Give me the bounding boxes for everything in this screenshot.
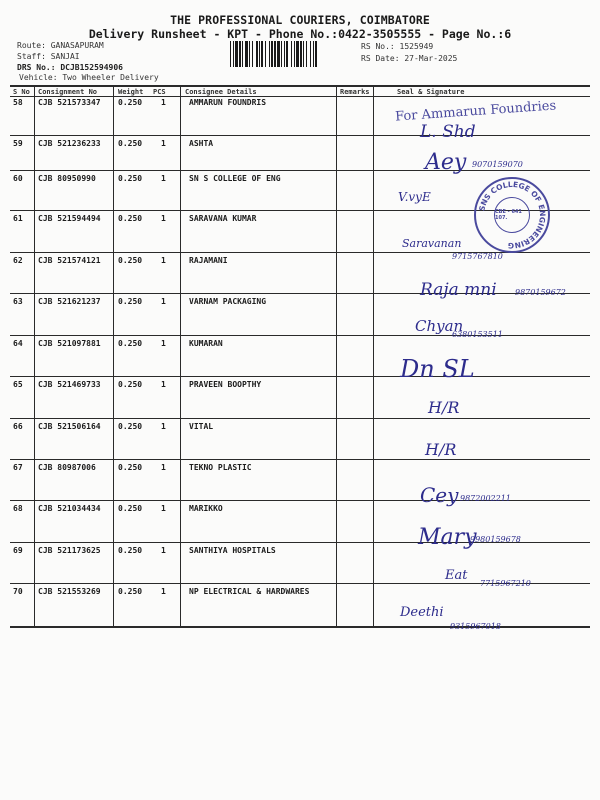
row-consignment: CJB 80950990	[38, 174, 96, 183]
row-consignee: MARIKKO	[189, 504, 223, 513]
row-consignee: SARAVANA KUMAR	[189, 214, 257, 223]
row-sno: 58	[13, 98, 23, 107]
row-pcs: 1	[161, 546, 166, 555]
row-weight: 0.250	[118, 214, 143, 223]
row-sno: 59	[13, 139, 23, 148]
header-signature: Seal & Signature	[397, 88, 465, 96]
row-consignee: VARNAM PACKAGING	[189, 297, 267, 306]
handwritten-phone: 9870159672	[515, 288, 566, 297]
vehicle-label: Vehicle: Two Wheeler Delivery	[19, 73, 159, 82]
row-sno: 65	[13, 380, 23, 389]
handwritten-signature: Dn SL	[400, 355, 475, 383]
row-weight: 0.250	[118, 504, 143, 513]
row-pcs: 1	[161, 380, 166, 389]
row-sno: 66	[13, 422, 23, 431]
row-pcs: 1	[161, 214, 166, 223]
row-consignment: CJB 521469733	[38, 380, 101, 389]
company-seal: For Ammarun Foundries	[394, 98, 557, 125]
header-sno: S No	[13, 88, 30, 96]
handwritten-signature: Raja mni	[420, 280, 497, 300]
drs-label: DRS No.: DCJB152594906	[17, 63, 123, 72]
row-weight: 0.250	[118, 174, 143, 183]
row-consignee: RAJAMANI	[189, 256, 228, 265]
row-pcs: 1	[161, 422, 166, 431]
route-label: Route: GANASAPURAM	[17, 41, 104, 50]
rs-date: RS Date: 27-Mar-2025	[361, 54, 458, 63]
row-consignee: KUMARAN	[189, 339, 223, 348]
handwritten-signature: Mary	[418, 525, 477, 550]
row-weight: 0.250	[118, 463, 143, 472]
row-separator	[10, 170, 590, 171]
row-pcs: 1	[161, 174, 166, 183]
row-consignee: ASHTA	[189, 139, 214, 148]
row-separator	[10, 293, 590, 294]
row-weight: 0.250	[118, 98, 143, 107]
row-separator	[10, 96, 590, 97]
row-consignee: VITAL	[189, 422, 214, 431]
row-pcs: 1	[161, 98, 166, 107]
company-title: THE PROFESSIONAL COURIERS, COIMBATORE	[170, 13, 430, 27]
stamp-center-text: CBE - 641 107.	[495, 209, 522, 221]
handwritten-phone: 6380153511	[452, 330, 503, 339]
row-weight: 0.250	[118, 297, 143, 306]
row-separator	[10, 626, 590, 628]
handwritten-signature: Deethi	[400, 605, 444, 620]
row-consignee: SANTHIYA HOSPITALS	[189, 546, 276, 555]
row-weight: 0.250	[118, 256, 143, 265]
row-pcs: 1	[161, 297, 166, 306]
column-separator	[34, 85, 35, 626]
handwritten-signature: Eat	[445, 568, 468, 583]
handwritten-signature: V.vyE	[398, 190, 431, 204]
row-pcs: 1	[161, 463, 166, 472]
row-separator	[10, 135, 590, 136]
row-consignment: CJB 521621237	[38, 297, 101, 306]
row-weight: 0.250	[118, 422, 143, 431]
header-consignee: Consignee Details	[185, 88, 257, 96]
handwritten-phone: 9715767810	[452, 252, 503, 261]
row-separator	[10, 376, 590, 377]
row-weight: 0.250	[118, 380, 143, 389]
row-consignee: TEKNO PLASTIC	[189, 463, 252, 472]
handwritten-signature: Saravanan	[402, 237, 462, 250]
row-consignment: CJB 521173625	[38, 546, 101, 555]
row-sno: 69	[13, 546, 23, 555]
row-sno: 70	[13, 587, 23, 596]
svg-text:SNS COLLEGE OF ENGINEERING: SNS COLLEGE OF ENGINEERING	[477, 179, 548, 251]
college-stamp	[474, 177, 550, 253]
header-pcs: PCS	[153, 88, 166, 96]
column-separator	[113, 85, 114, 626]
handwritten-signature: Chyan	[415, 317, 464, 335]
row-sno: 60	[13, 174, 23, 183]
row-separator	[10, 85, 590, 87]
column-separator	[373, 85, 374, 626]
row-sno: 62	[13, 256, 23, 265]
row-consignee: NP ELECTRICAL & HARDWARES	[189, 587, 310, 596]
row-sno: 64	[13, 339, 23, 348]
row-consignment: CJB 521553269	[38, 587, 101, 596]
row-consignment: CJB 80987006	[38, 463, 96, 472]
row-weight: 0.250	[118, 339, 143, 348]
row-consignee: AMMARUN FOUNDRIS	[189, 98, 267, 107]
handwritten-phone: 7715967210	[480, 579, 531, 588]
row-consignment: CJB 521506164	[38, 422, 101, 431]
row-consignee: PRAVEEN BOOPTHY	[189, 380, 262, 389]
header-weight: Weight	[118, 88, 144, 96]
header-remarks: Remarks	[340, 88, 370, 96]
row-pcs: 1	[161, 339, 166, 348]
row-weight: 0.250	[118, 139, 143, 148]
row-weight: 0.250	[118, 546, 143, 555]
barcode-bar	[315, 41, 317, 67]
row-weight: 0.250	[118, 587, 143, 596]
handwritten-signature: Aey	[425, 150, 467, 175]
row-pcs: 1	[161, 587, 166, 596]
row-pcs: 1	[161, 504, 166, 513]
row-sno: 61	[13, 214, 23, 223]
row-consignment: CJB 521573347	[38, 98, 101, 107]
handwritten-signature: H/R	[425, 440, 457, 459]
runsheet-subtitle: Delivery Runsheet - KPT - Phone No.:0422-3505555 - Page No.:6	[88, 27, 512, 41]
row-pcs: 1	[161, 256, 166, 265]
handwritten-phone: 9315967018	[450, 622, 501, 631]
barcode	[230, 41, 350, 67]
row-sno: 68	[13, 504, 23, 513]
column-separator	[180, 85, 181, 626]
staff-label: Staff: SANJAI	[17, 52, 80, 61]
handwritten-signature: Cey	[420, 483, 459, 507]
row-consignee: SN S COLLEGE OF ENG	[189, 174, 281, 183]
handwritten-signature: H/R	[428, 398, 460, 417]
row-consignment: CJB 521236233	[38, 139, 101, 148]
row-consignment: CJB 521594494	[38, 214, 101, 223]
rs-number: RS No.: 1525949	[361, 42, 434, 51]
handwritten-phone: 9980159678	[470, 535, 521, 544]
row-sno: 63	[13, 297, 23, 306]
stamp-center	[494, 197, 530, 233]
row-separator	[10, 418, 590, 419]
row-consignment: CJB 521034434	[38, 504, 101, 513]
row-sno: 67	[13, 463, 23, 472]
column-separator	[336, 85, 337, 626]
row-pcs: 1	[161, 139, 166, 148]
row-consignment: CJB 521574121	[38, 256, 101, 265]
row-consignment: CJB 521097881	[38, 339, 101, 348]
handwritten-phone: 9872002211	[460, 494, 511, 503]
header-consignment: Consignment No	[38, 88, 98, 96]
row-separator	[10, 459, 590, 460]
handwritten-signature: L. Shd	[420, 122, 476, 142]
row-separator	[10, 335, 590, 336]
handwritten-phone: 9070159070	[472, 160, 523, 169]
